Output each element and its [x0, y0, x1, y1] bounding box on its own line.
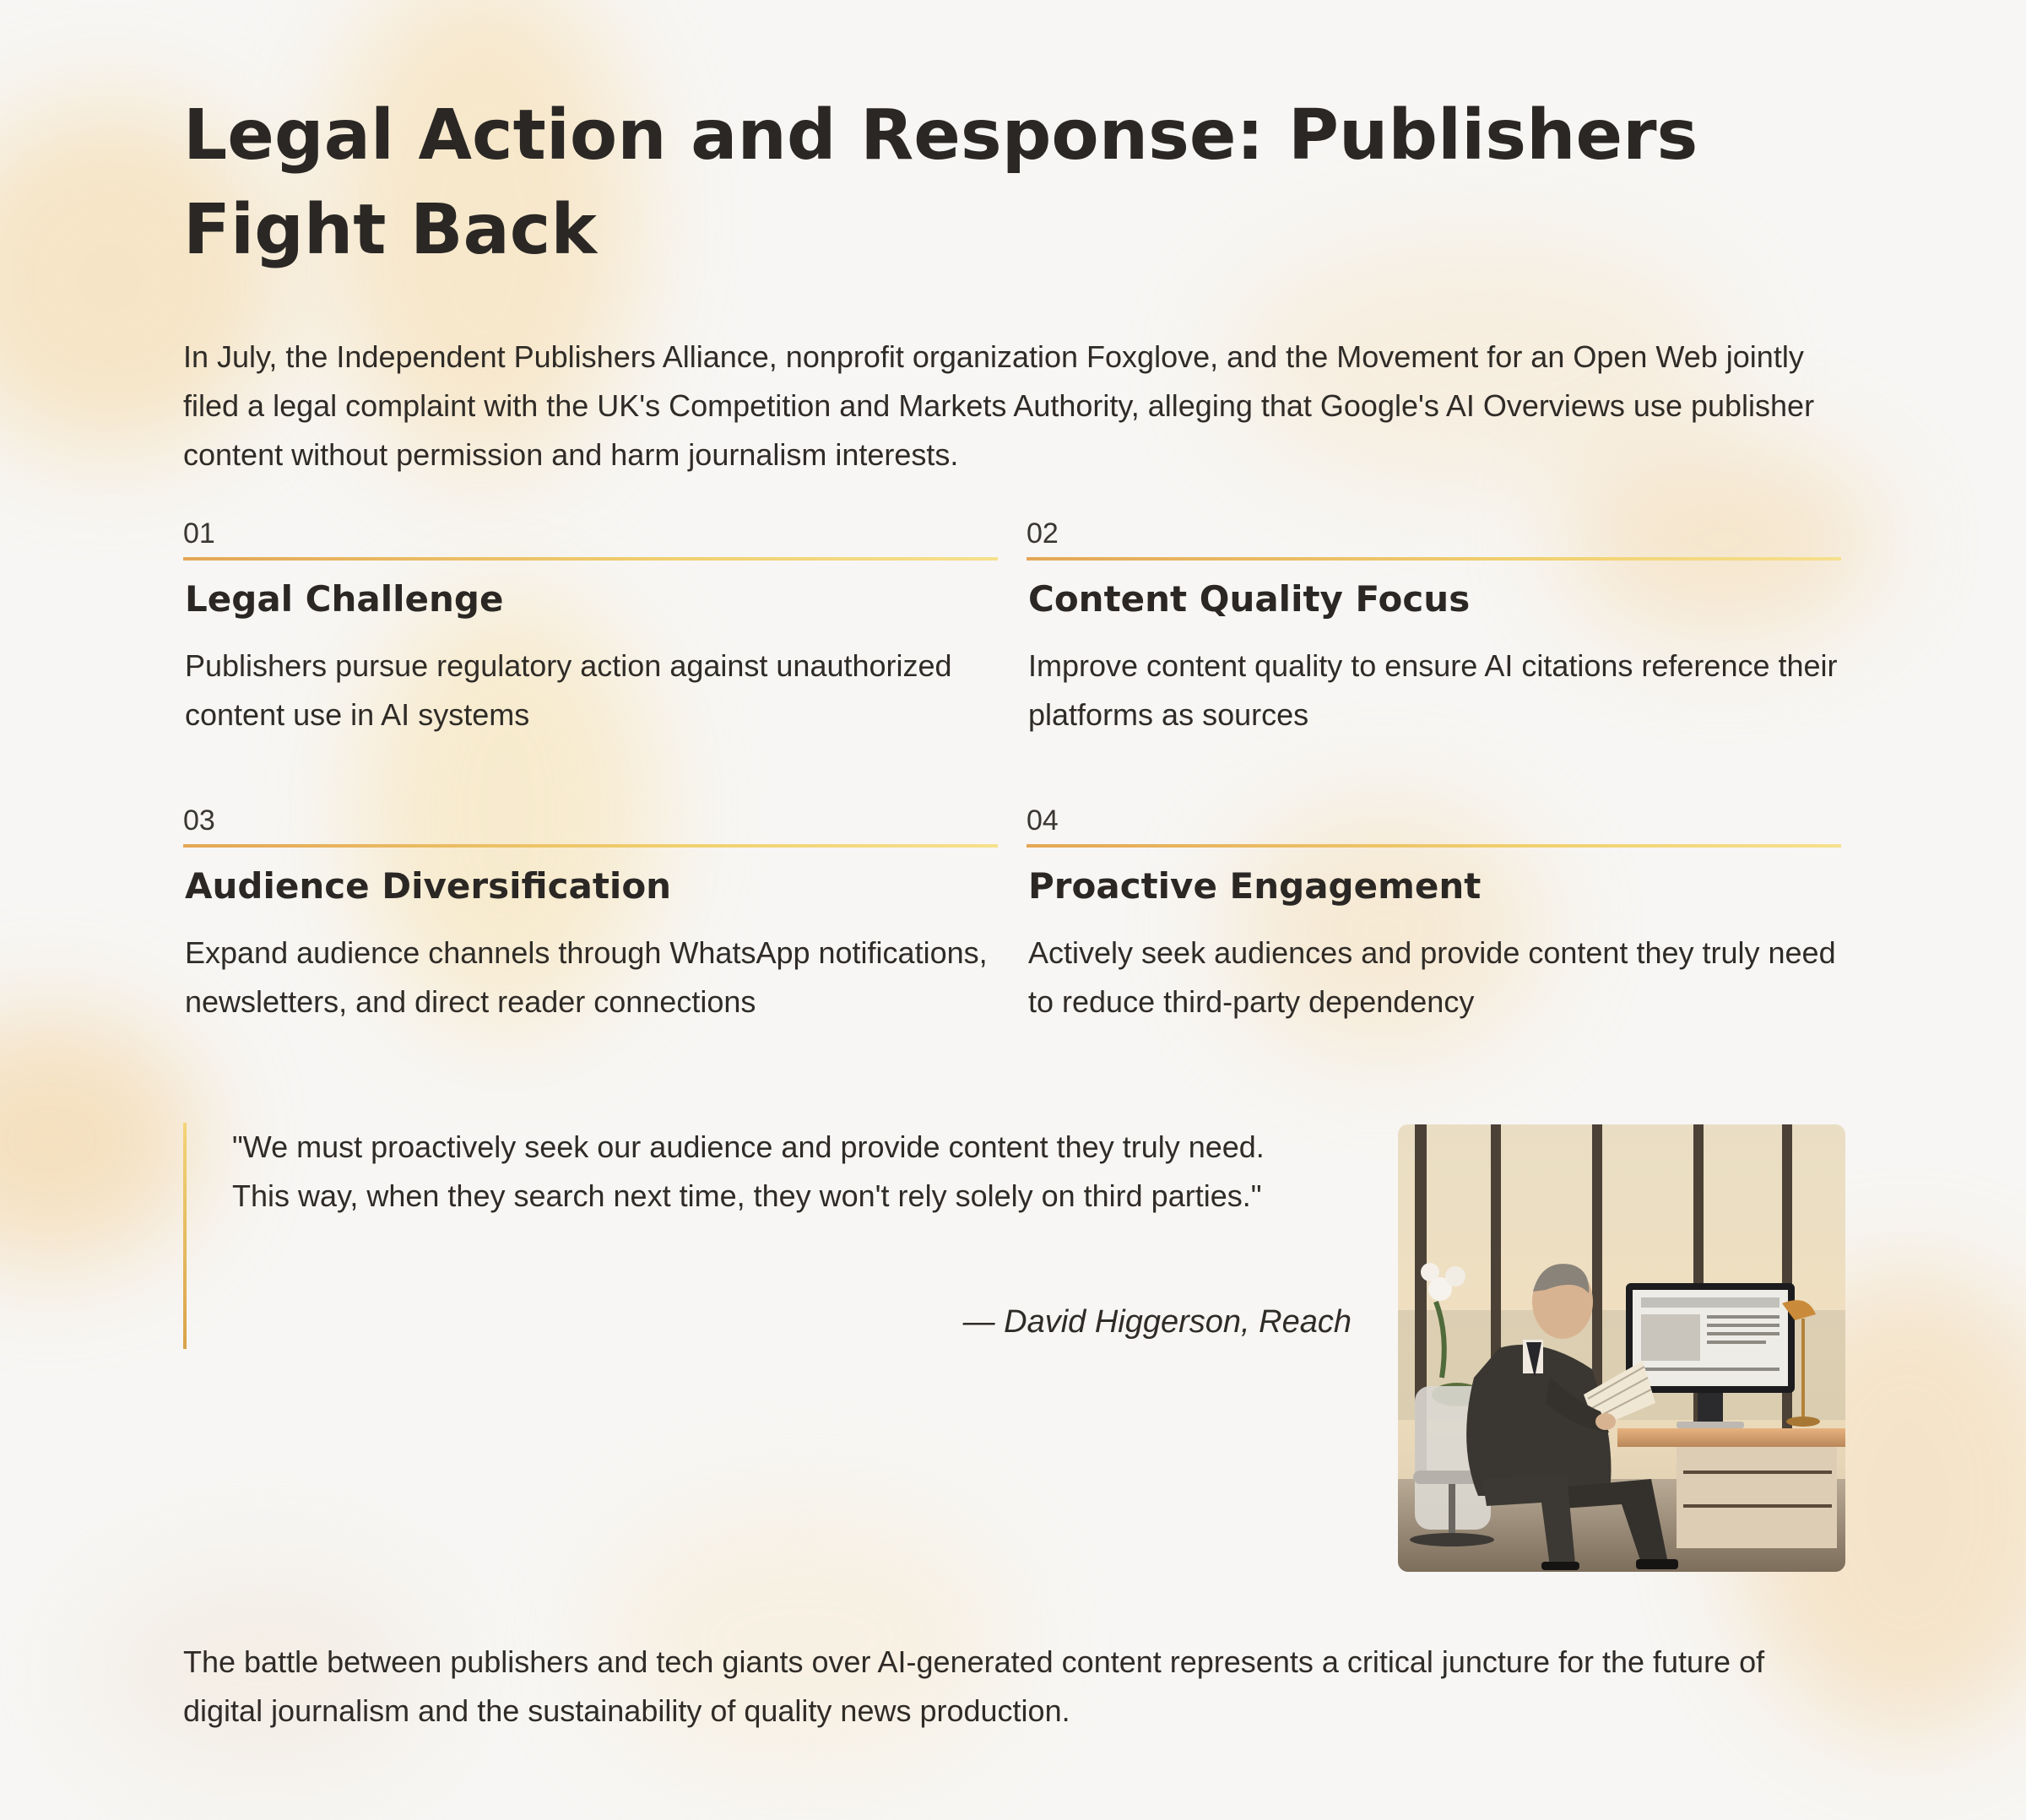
card-divider [1027, 557, 1841, 561]
closing-paragraph: The battle between publishers and tech giants over AI-generated content represents a critical juncture for the future of digital journalism and the sustainability of quality news production. [183, 1644, 1765, 1728]
quote-text: "We must proactively seek our audience and provide content they truly need. This way, when they search next time, they won't rely solely on third parties." [232, 1129, 1265, 1213]
office-reader-illustration [1398, 1124, 1845, 1572]
strategy-card-2 [1027, 515, 1841, 751]
card-number: 01 [183, 517, 215, 550]
strategy-card-4 [1027, 802, 1841, 1038]
pull-quote [183, 1123, 1352, 1349]
article-photo [1398, 1124, 1845, 1572]
card-number: 04 [1027, 804, 1059, 837]
card-title: Proactive Engagement [1028, 865, 1482, 907]
article [183, 0, 1845, 1820]
strategy-card-3 [183, 802, 998, 1038]
card-description: Actively seek audiences and provide content they truly need to reduce third-party dependency [1028, 935, 1836, 1019]
card-description: Expand audience channels through WhatsApp notifications, newsletters, and direct reader connections [185, 935, 988, 1019]
page-title: Legal Action and Response: Publishers Fight Back [183, 95, 1698, 270]
card-number: 03 [183, 804, 215, 837]
card-divider [183, 844, 998, 848]
card-title: Content Quality Focus [1028, 578, 1471, 620]
card-title: Audience Diversification [185, 865, 672, 907]
card-divider [1027, 844, 1841, 848]
intro-paragraph: In July, the Independent Publishers Alliance, nonprofit organization Foxglove, and the Movement for an Open Web jointly filed a legal complaint with the UK's Competition and Markets Authority, alleging that Google's AI Overviews use publisher content without permission and harm journalism interests. [183, 339, 1815, 472]
card-description: Publishers pursue regulatory action against unauthorized content use in AI systems [185, 648, 952, 732]
strategy-card-1 [183, 515, 998, 751]
card-description: Improve content quality to ensure AI citations reference their platforms as sources [1028, 648, 1838, 732]
card-number: 02 [1027, 517, 1059, 550]
quote-attribution: — David Higgerson, Reach [962, 1304, 1352, 1340]
card-title: Legal Challenge [185, 578, 504, 620]
card-divider [183, 557, 998, 561]
